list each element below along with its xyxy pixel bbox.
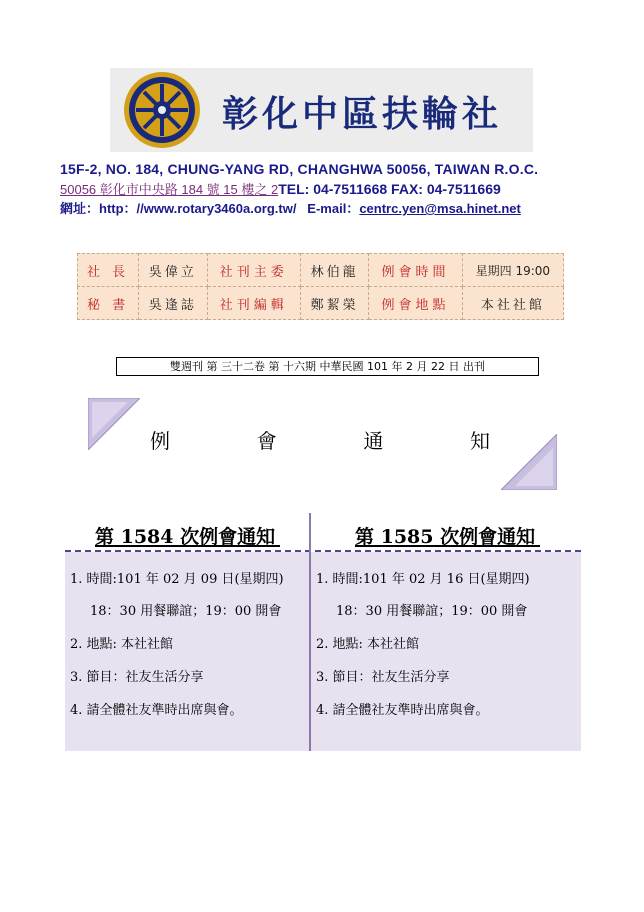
corner-decoration-bottom-right [501, 434, 557, 490]
officer-label: 例會時間 [369, 254, 462, 287]
officer-value: 吳偉立 [139, 254, 207, 287]
officer-label: 社刊編輯 [207, 287, 300, 320]
meeting-item: 4. 請全體社友準時出席與會。 [70, 703, 243, 718]
notice-title-char: 例 [150, 429, 211, 453]
column-divider [309, 513, 311, 751]
address-contact-line [60, 179, 501, 198]
website-label: 網址：http：//www.rotary3460a.org.tw/ [60, 201, 297, 216]
email-link[interactable]: centrc.yen@msa.hinet.net [359, 201, 521, 216]
officer-label: 例會地點 [369, 287, 462, 320]
officers-row [78, 254, 564, 287]
meeting-title-1584: 第 1584 次例會通知 [95, 526, 276, 548]
meetings-dashed-rule [65, 550, 581, 552]
meeting-item: 18：30 用餐聯誼；19：00 開會 [90, 604, 282, 619]
officer-label: 秘 書 [78, 287, 139, 320]
web-email-line [60, 198, 521, 217]
officer-value: 鄭絜榮 [300, 287, 368, 320]
address-chinese: 50056 彰化市中央路 184 號 15 樓之 2 [60, 182, 279, 197]
officers-table [77, 253, 564, 320]
officer-label: 社刊主委 [207, 254, 300, 287]
meeting-title-1585: 第 1585 次例會通知 [355, 526, 536, 548]
tel-fax: TEL: 04-7511668 FAX: 04-7511669 [278, 181, 501, 197]
officers-row [78, 287, 564, 320]
address-english: 15F-2, NO. 184, CHUNG-YANG RD, CHANGHWA 50056, TAIWAN R.O.C. [60, 161, 539, 177]
meeting-item: 4. 請全體社友準時出席與會。 [316, 703, 489, 718]
notice-title [150, 425, 490, 454]
corner-decoration-top-left [88, 398, 140, 450]
officer-value: 吳逢誌 [139, 287, 207, 320]
title-underline [95, 545, 280, 547]
meeting-item: 1. 時間:101 年 02 月 09 日(星期四) [70, 572, 284, 587]
meeting-item: 1. 時間:101 年 02 月 16 日(星期四) [316, 572, 530, 587]
officer-value: 星期四 19:00 [462, 254, 563, 287]
meeting-item: 3. 節目：社友生活分享 [316, 670, 450, 685]
officer-label: 社 長 [78, 254, 139, 287]
title-underline [355, 545, 540, 547]
officer-value: 本社社館 [462, 287, 563, 320]
notice-title-char: 會 [256, 429, 317, 453]
officer-value: 林伯龍 [300, 254, 368, 287]
notice-title-char: 通 [363, 429, 424, 453]
email-label: E-mail： [307, 201, 360, 216]
club-name: 彰化中區扶輪社 [222, 93, 503, 135]
rotary-international-wheel-icon [112, 70, 212, 150]
meeting-item: 18：30 用餐聯誼；19：00 開會 [336, 604, 528, 619]
meeting-item: 2. 地點: 本社社館 [316, 637, 420, 652]
issue-info-box: 雙週刊 第 三十二卷 第 十六期 中華民國 101 年 2 月 22 日 出刊 [116, 357, 539, 376]
notice-title-char: 知 [470, 429, 491, 453]
meeting-item: 2. 地點: 本社社館 [70, 637, 174, 652]
meeting-item: 3. 節目：社友生活分享 [70, 670, 204, 685]
